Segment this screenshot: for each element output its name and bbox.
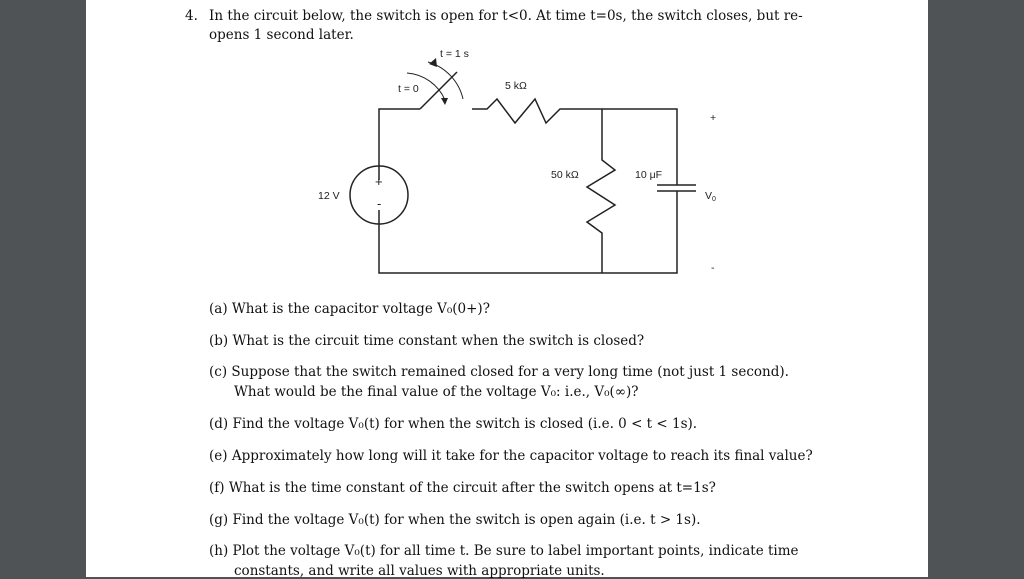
source-minus: - [377, 196, 382, 211]
label-source: 12 V [318, 190, 340, 202]
question-e: (e) Approximately how long will it take for the capacitor voltage to reach its final value? [209, 448, 813, 464]
question-g: (g) Find the voltage V₀(t) for when the switch is open again (i.e. t > 1s). [209, 512, 701, 528]
arrow-icon [441, 98, 448, 105]
question-f: (f) What is the time constant of the circuit after the switch opens at t=1s? [209, 480, 716, 496]
vout-minus: - [711, 262, 715, 274]
question-d: (d) Find the voltage V₀(t) for when the switch is closed (i.e. 0 < t < 1s). [209, 416, 698, 432]
switch-arc-open [428, 62, 463, 99]
label-r2: 50 kΩ [551, 169, 579, 181]
wire-left [379, 109, 420, 180]
question-b: (b) What is the circuit time constant when the switch is closed? [209, 333, 645, 349]
question-c-line2: What would be the final value of the voltage V₀: i.e., V₀(∞)? [234, 384, 639, 400]
resistor-50k [587, 109, 615, 273]
problem-text-line1: In the circuit below, the switch is open for t<0. At time t=0s, the switch closes, but re- [209, 8, 803, 24]
source-plus: + [375, 174, 383, 189]
question-c: (c) Suppose that the switch remained closed for a very long time (not just 1 second). [209, 364, 789, 380]
wire-bottom [379, 191, 677, 273]
question-a: (a) What is the capacitor voltage V₀(0+)? [209, 301, 490, 317]
problem-number: 4. [185, 8, 198, 24]
vout-label: V0 [705, 190, 716, 203]
label-t1: t = 1 s [440, 48, 469, 60]
question-h-line2: constants, and write all values with appropriate units. [234, 563, 605, 579]
label-t0: t = 0 [398, 83, 419, 95]
question-h: (h) Plot the voltage V₀(t) for all time t. Be sure to label important points, indicate time [209, 543, 799, 559]
label-r1: 5 kΩ [505, 80, 527, 92]
label-cap: 10 μF [635, 169, 663, 181]
problem-text-line2: opens 1 second later. [209, 27, 354, 43]
vout-plus: + [710, 112, 717, 124]
switch-blade [420, 72, 457, 109]
